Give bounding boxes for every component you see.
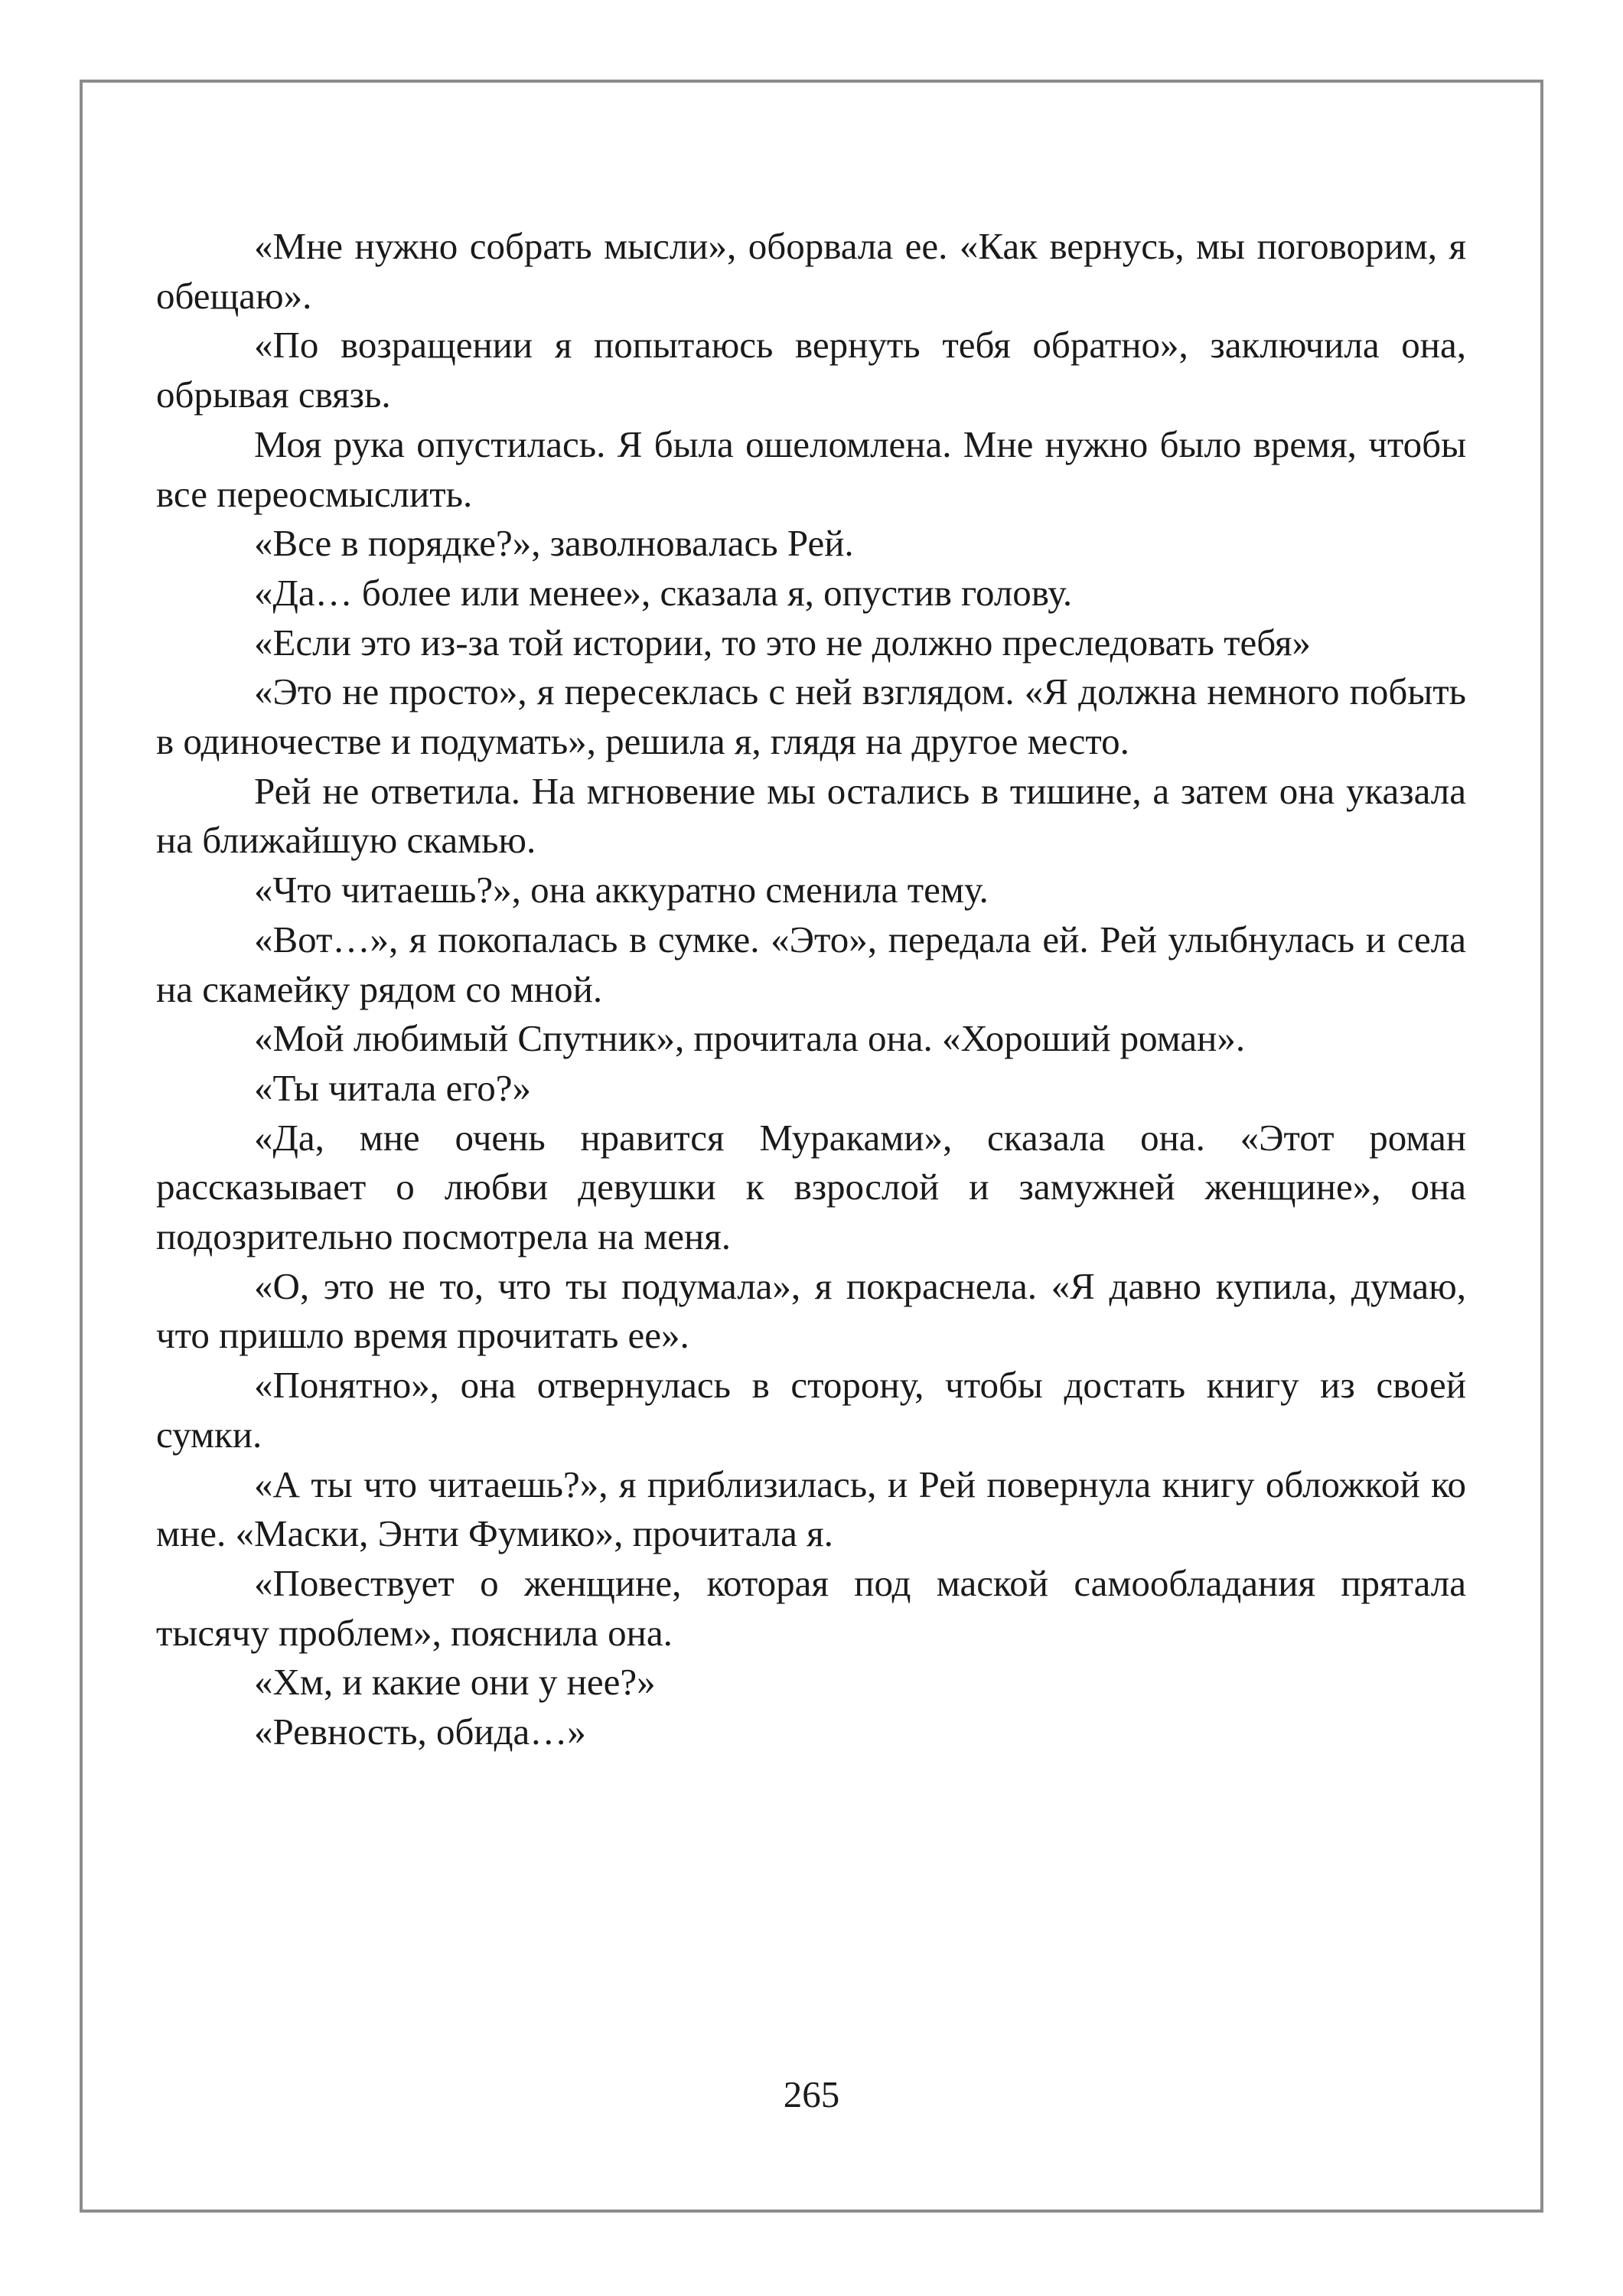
page-number: 265	[783, 2073, 840, 2115]
paragraph-9: «Что читаешь?», она аккуратно сменила тему.	[254, 869, 989, 912]
paragraph-11: «Мой любимый Спутник», прочитала она. «Хороший роман».	[254, 1017, 1246, 1060]
paragraph-14: «О, это не то, что ты подумала», я покраснела. «Я давно купила, думаю, что пришло время прочитать ее».	[156, 1264, 1466, 1357]
paragraph-7: «Это не просто», я пересеклась с ней взглядом. «Я должна немного побыть в одиночестве и подумать», решила я, глядя на другое место.	[156, 670, 1466, 763]
paragraph-6: «Если это из-за той истории, то это не должно преследовать тебя»	[254, 621, 1311, 664]
body-text	[156, 222, 1466, 1757]
paragraph-2: «По возращении я попытаюсь вернуть тебя обратно», заключила она, обрывая связь.	[156, 324, 1466, 416]
paragraph-15: «Понятно», она отвернулась в сторону, чтобы достать книгу из своей сумки.	[156, 1364, 1466, 1456]
paragraph-5: «Да… более или менее», сказала я, опустив голову.	[254, 571, 1073, 614]
paragraph-17: «Повествует о женщине, которая под маской самообладания прятала тысячу проблем», пояснила она.	[156, 1561, 1466, 1654]
paragraph-19: «Ревность, обида…»	[254, 1711, 586, 1753]
paragraph-3: Моя рука опустилась. Я была ошеломлена. Мне нужно было время, чтобы все переосмыслить.	[156, 422, 1466, 515]
paragraph-12: «Ты читала его?»	[254, 1066, 532, 1109]
paragraph-13: «Да, мне очень нравится Мураками», сказала она. «Этот роман рассказывает о любви девушки к взрослой и замужней женщине», она подозрительно посмотрела на меня.	[156, 1116, 1466, 1258]
paragraph-8: Рей не ответила. На мгновение мы остались в тишине, а затем она указала на ближайшую скамью.	[156, 769, 1466, 862]
paragraph-18: «Хм, и какие они у нее?»	[254, 1661, 656, 1704]
paragraph-10: «Вот…», я покопалась в сумке. «Это», передала ей. Рей улыбнулась и села на скамейку рядом со мной.	[156, 918, 1466, 1010]
paragraph-1: «Мне нужно собрать мысли», оборвала ее. «Как вернусь, мы поговорим, я обещаю».	[156, 225, 1466, 317]
paragraph-4: «Все в порядке?», заволновалась Рей.	[254, 522, 854, 565]
paragraph-16: «А ты что читаешь?», я приблизилась, и Рей повернула книгу обложкой ко мне. «Маски, Энти Фумико», прочитала я.	[156, 1463, 1466, 1555]
